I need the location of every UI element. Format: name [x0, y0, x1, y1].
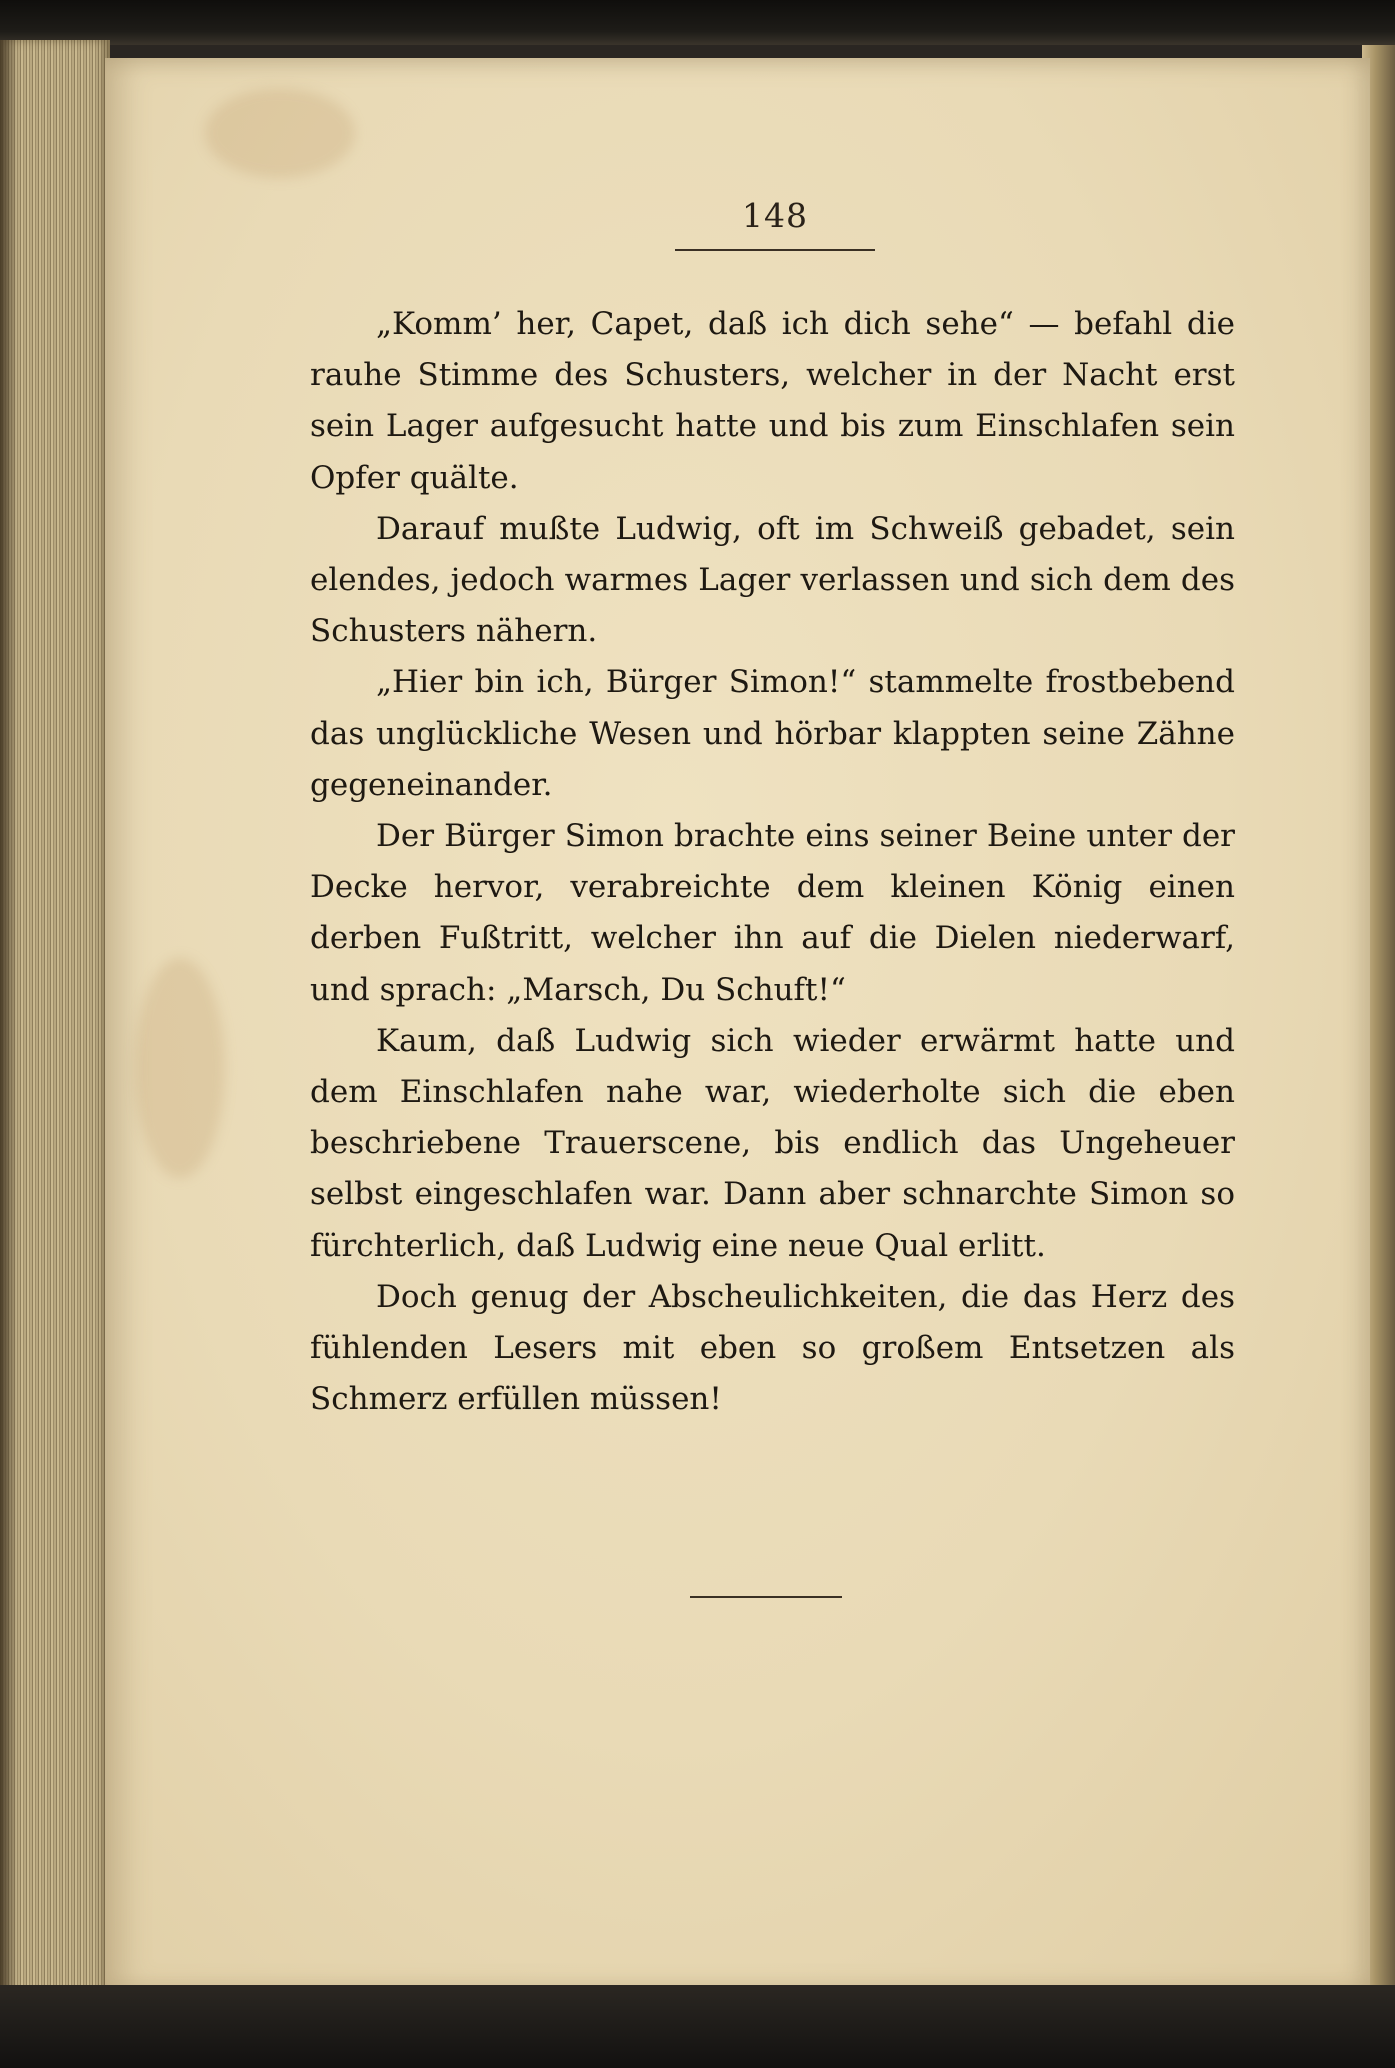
page-edges-left	[0, 40, 110, 1995]
paragraph: Der Bürger Simon brachte eins seiner Beine unter der Decke hervor, verabreichte dem kleinen König einen derben Fußtritt, welcher ihn auf die Dielen niederwarf, und sprach: „Marsch, Du Schuft!“	[310, 818, 1235, 1008]
end-rule	[690, 1596, 842, 1598]
paragraph: „Hier bin ich, Bürger Simon!“ stammelte frostbebend das unglückliche Wesen und hörbar klappten seine Zähne gegeneinander.	[310, 664, 1235, 803]
scanner-top-border	[0, 0, 1395, 45]
body-text	[310, 299, 1235, 1425]
paper-stain	[205, 88, 355, 178]
page-number: 148	[742, 196, 808, 235]
paper-stain	[135, 958, 225, 1178]
header-rule	[675, 249, 875, 251]
paragraph: „Komm’ her, Capet, daß ich dich sehe“ — befahl die rauhe Stimme des Schusters, welcher in der Nacht erst sein Lager aufgesucht hatte und bis zum Einschlafen sein Opfer quälte.	[310, 306, 1235, 496]
paragraph: Darauf mußte Ludwig, oft im Schweiß gebadet, sein elendes, jedoch warmes Lager verlassen und sich dem des Schusters nähern.	[310, 510, 1235, 650]
scanner-bottom-border	[0, 1985, 1395, 2068]
paragraph: Doch genug der Abscheulichkeiten, die das Herz des fühlenden Lesers mit eben so großem Entsetzen als Schmerz erfüllen müssen!	[310, 1278, 1235, 1418]
paragraph: Kaum, daß Ludwig sich wieder erwärmt hatte und dem Einschlafen nahe war, wiederholte sich die eben beschriebene Trauerscene, bis endlich das Ungeheuer selbst eingeschlafen war. Dann aber schnarchte Simon so fürchterlich, daß Ludwig eine neue Qual erlitt.	[310, 1022, 1235, 1264]
